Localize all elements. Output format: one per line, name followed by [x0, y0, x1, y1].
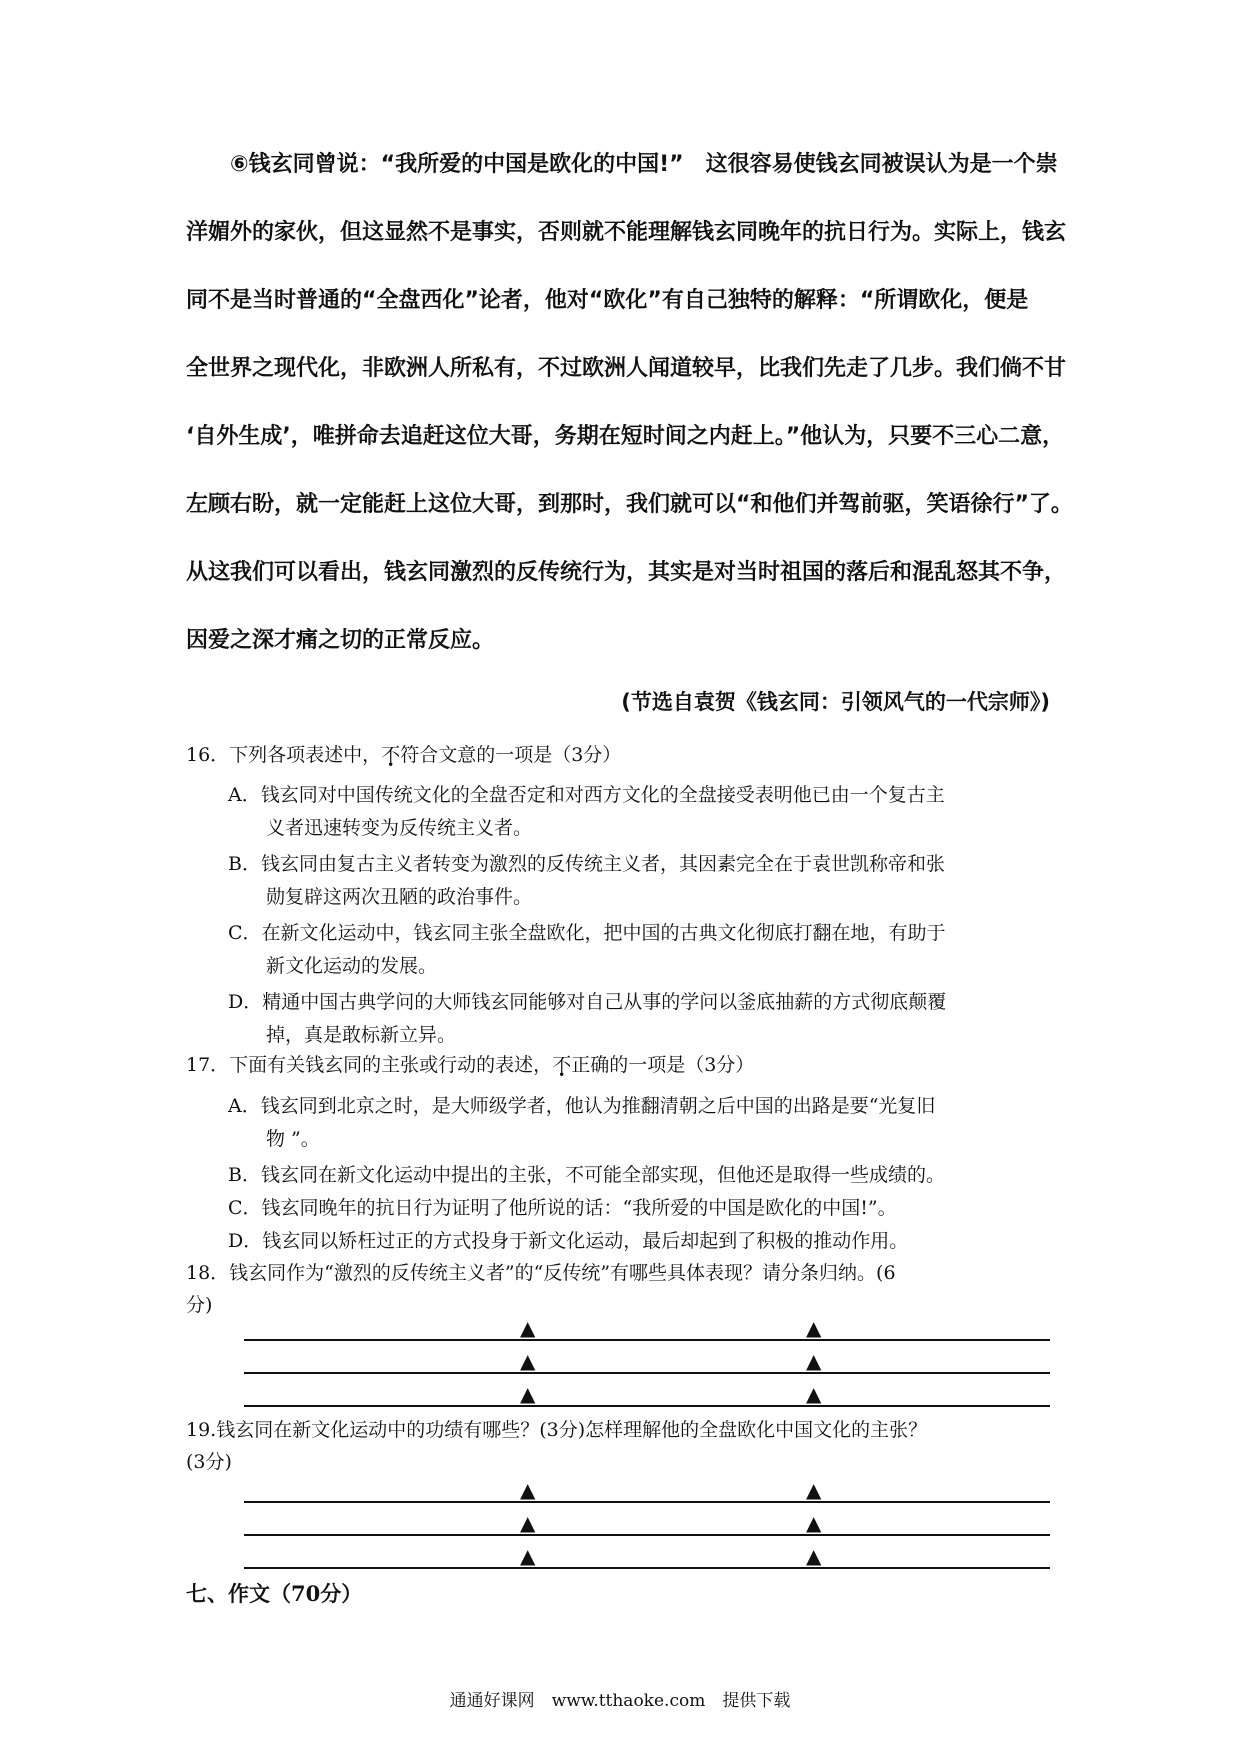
question-16-option-c-cont: 新文化运动的发展。 [228, 955, 438, 977]
answer-line[interactable] [244, 1339, 1050, 1341]
question-16-option-c: C．在新文化运动中，钱玄同主张全盘欧化，把中国的古典文化彻底打翻在地，有助于 [228, 922, 946, 944]
question-17-option-c: C．钱玄同晚年的抗日行为证明了他所说的话：“我所爱的中国是欧化的中国!”。 [228, 1197, 897, 1219]
answer-marker-icon: ▲ [806, 1511, 822, 1535]
question-19-stem: 19.钱玄同在新文化运动中的功绩有哪些？(3分)怎样理解他的全盘欧化中国文化的主张？ [186, 1419, 928, 1441]
question-18-stem: 18．钱玄同作为“激烈的反传统主义者”的“反传统”有哪些具体表现？请分条归纳。(6 [186, 1262, 896, 1284]
answer-line[interactable] [244, 1567, 1050, 1569]
question-16-option-b: B．钱玄同由复古主义者转变为激烈的反传统主义者，其因素完全在于袁世凯称帝和张 [228, 853, 945, 875]
answer-marker-icon: ▲ [806, 1478, 822, 1502]
question-17-option-d: D．钱玄同以矫枉过正的方式投身于新文化运动，最后却起到了积极的推动作用。 [228, 1230, 909, 1252]
question-16-option-b-cont: 勋复辟这两次丑陋的政治事件。 [228, 886, 533, 908]
question-17-emphasis: 不 [552, 1054, 572, 1076]
question-16-option-d-cont: 掉，真是敢标新立异。 [228, 1024, 457, 1046]
answer-marker-icon: ▲ [806, 1349, 822, 1373]
question-16-emphasis: 不 [381, 744, 401, 766]
question-16-suffix: 符合文意的一项是（3分） [400, 744, 622, 766]
answer-line[interactable] [244, 1405, 1050, 1407]
question-18-stem-cont: 分) [186, 1294, 213, 1316]
answer-line[interactable] [244, 1372, 1050, 1374]
answer-marker-icon: ▲ [806, 1382, 822, 1406]
question-19-stem-cont: (3分) [186, 1451, 232, 1473]
passage-line: ‘自外生成’，唯拼命去追赶这位大哥，务期在短时间之内赶上。”他认为，只要不三心二意， [186, 424, 1065, 449]
answer-marker-icon: ▲ [806, 1316, 822, 1340]
passage-line: 同不是当时普通的“全盘西化”论者，他对“欧化”有自己独特的解释：“所谓欧化，便是 [186, 288, 1029, 313]
answer-marker-icon: ▲ [520, 1511, 536, 1535]
passage-line: 全世界之现代化，非欧洲人所私有，不过欧洲人闻道较早，比我们先走了几步。我们倘不甘 [186, 356, 1067, 381]
question-17-suffix: 正确的一项是（3分） [571, 1054, 755, 1076]
question-16-option-d: D．精通中国古典学问的大师钱玄同能够对自己从事的学问以釜底抽薪的方式彻底颠覆 [228, 991, 947, 1013]
answer-marker-icon: ▲ [806, 1544, 822, 1568]
passage-line: ⑥钱玄同曾说：“我所爱的中国是欧化的中国!” 这很容易使钱玄同被误认为是一个崇 [230, 152, 1058, 177]
answer-marker-icon: ▲ [520, 1349, 536, 1373]
passage-line: 洋媚外的家伙，但这显然不是事实，否则就不能理解钱玄同晚年的抗日行为。实际上，钱玄 [186, 220, 1067, 245]
answer-line[interactable] [244, 1534, 1050, 1536]
answer-line[interactable] [244, 1501, 1050, 1503]
passage-source: (节选自袁贺《钱玄同：引领风气的一代宗师》) [621, 690, 1050, 714]
section-heading: 七、作文（70分） [186, 1581, 363, 1606]
question-17-stem [186, 1050, 754, 1077]
answer-marker-icon: ▲ [520, 1382, 536, 1406]
answer-marker-icon: ▲ [520, 1316, 536, 1340]
passage-line: 因爱之深才痛之切的正常反应。 [186, 628, 495, 653]
question-16-stem [186, 740, 621, 767]
question-16-prefix: 16．下列各项表述中， [186, 744, 382, 766]
passage-line: 从这我们可以看出，钱玄同激烈的反传统行为，其实是对当时祖国的落后和混乱怒其不争， [186, 560, 1067, 585]
question-17-prefix: 17．下面有关钱玄同的主张或行动的表述， [186, 1054, 553, 1076]
question-17-option-a-cont: 物 ”。 [228, 1128, 320, 1150]
question-16-option-a: A．钱玄同对中国传统文化的全盘否定和对西方文化的全盘接受表明他已由一个复古主 [228, 784, 945, 806]
question-16-option-a-cont: 义者迅速转变为反传统主义者。 [228, 817, 533, 839]
page-footer: 通通好课网 www.tthaoke.com 提供下载 [449, 1691, 791, 1711]
question-17-option-b: B．钱玄同在新文化运动中提出的主张，不可能全部实现，但他还是取得一些成绩的。 [228, 1164, 945, 1186]
passage-line: 左顾右盼，就一定能赶上这位大哥，到那时，我们就可以“和他们并驾前驱，笑语徐行”了。 [186, 492, 1073, 517]
passage [186, 131, 1073, 675]
answer-marker-icon: ▲ [520, 1478, 536, 1502]
answer-marker-icon: ▲ [520, 1544, 536, 1568]
question-17-option-a: A．钱玄同到北京之时，是大师级学者，他认为推翻清朝之后中国的出路是要“光复旧 [228, 1095, 936, 1117]
